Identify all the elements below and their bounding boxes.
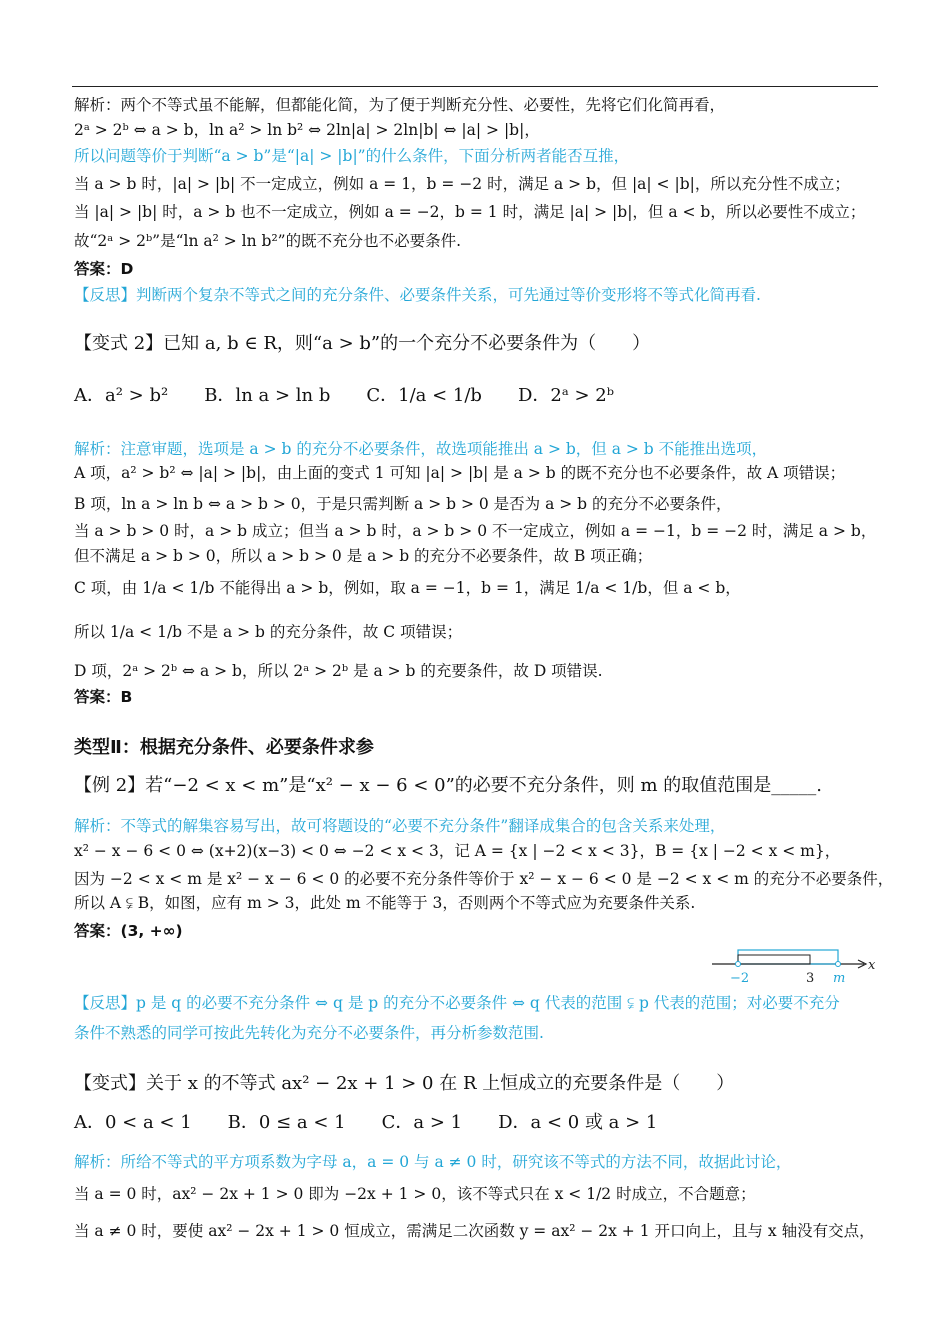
open-point-left — [736, 962, 741, 967]
text-line-5: 当 |a| > |b| 时，a > b 也不一定成立，例如 a = −2，b = 1 时，满足 |a| > |b|，但 a < b，所以必要性不成立； — [74, 203, 866, 221]
label-three: 3 — [806, 971, 815, 986]
text-line-12: A 项，a² > b² ⇔ |a| > |b|，由上面的变式 1 可知 |a| > |b| 是 a > b 的既不充分也不必要条件，故 A 项错误； — [74, 464, 846, 482]
text-line-11: 解析：注意审题，选项是 a > b 的充分不必要条件，故选项能推出 a > b，但 a > b 不能推出选项， — [74, 440, 768, 458]
text-line-31: 解析：所给不等式的平方项系数为字母 a，a = 0 与 a ≠ 0 时，研究该不等式的方法不同，故据此讨论， — [74, 1153, 792, 1171]
text-line-29: 【变式】关于 x 的不等式 ax² − 2x + 1 > 0 在 R 上恒成立的充要条件是（ ） — [74, 1073, 735, 1094]
text-line-8: 【反思】判断两个复杂不等式之间的充分条件、必要条件关系，可先通过等价变形将不等式化简再看. — [74, 286, 761, 304]
set-a-interval — [738, 955, 810, 964]
text-line-21: 【例 2】若“−2 < x < m”是“x² − x − 6 < 0”的必要不充分条件，则 m 的取值范围是_____. — [74, 775, 823, 796]
text-line-7: 答案：D — [74, 260, 134, 278]
text-line-27: 【反思】p 是 q 的必要不充分条件 ⇔ q 是 p 的充分不必要条件 ⇔ q 代表的范围 ⫋ p 代表的范围；对必要不充分 — [74, 994, 840, 1012]
text-line-15: 但不满足 a > b > 0，所以 a > b > 0 是 a > b 的充分不必要条件，故 B 项正确； — [74, 547, 653, 565]
text-line-18: D 项，2ᵃ > 2ᵇ ⇔ a > b，所以 2ᵃ > 2ᵇ 是 a > b 的充要条件，故 D 项错误. — [74, 662, 603, 680]
text-line-19: 答案：B — [74, 688, 133, 706]
text-line-13: B 项，ln a > ln b ⇔ a > b > 0，于是只需判断 a > b > 0 是否为 a > b 的充分不必要条件， — [74, 495, 732, 513]
number-line-figure — [712, 942, 882, 986]
text-line-9: 【变式 2】已知 a, b ∈ R，则“a > b”的一个充分不必要条件为（ ） — [74, 333, 651, 354]
text-line-16: C 项，由 1/a < 1/b 不能得出 a > b，例如，取 a = −1，b = 1，满足 1/a < 1/b，但 a < b， — [74, 579, 741, 597]
header-rule — [72, 86, 878, 87]
text-line-32: 当 a = 0 时，ax² − 2x + 1 > 0 即为 −2x + 1 > 0，该不等式只在 x < 1/2 时成立，不合题意； — [74, 1185, 756, 1203]
text-line-28: 条件不熟悉的同学可按此先转化为充分不必要条件，再分析参数范围. — [74, 1024, 544, 1042]
text-line-14: 当 a > b > 0 时，a > b 成立；但当 a > b 时，a > b > 0 不一定成立，例如 a = −1，b = −2 时，满足 a > b， — [74, 522, 877, 540]
set-b-interval — [738, 950, 838, 964]
text-line-3: 所以问题等价于判断“a > b”是“|a| > |b|”的什么条件，下面分析两者能否互推， — [74, 147, 630, 165]
text-line-30: A．0 < a < 1 B．0 ≤ a < 1 C．a > 1 D．a < 0 或 a > 1 — [74, 1112, 658, 1133]
text-line-20: 类型Ⅱ：根据充分条件、必要条件求参 — [74, 737, 374, 758]
text-line-4: 当 a > b 时，|a| > |b| 不一定成立，例如 a = 1，b = −2 时，满足 a > b，但 |a| < |b|，所以充分性不成立； — [74, 175, 850, 193]
text-line-24: 因为 −2 < x < m 是 x² − x − 6 < 0 的必要不充分条件等价于 x² − x − 6 < 0 是 −2 < x < m 的充分不必要条件， — [74, 870, 894, 888]
text-line-33: 当 a ≠ 0 时，要使 ax² − 2x + 1 > 0 恒成立，需满足二次函数 y = ax² − 2x + 1 开口向上，且与 x 轴没有交点， — [74, 1222, 875, 1240]
open-point-right — [836, 962, 841, 967]
text-line-25: 所以 A ⫋ B，如图，应有 m > 3，此处 m 不能等于 3，否则两个不等式应为充要条件关系. — [74, 894, 696, 912]
label-x: x — [868, 958, 876, 973]
label-m: m — [833, 971, 846, 986]
text-line-17: 所以 1/a < 1/b 不是 a > b 的充分条件，故 C 项错误； — [74, 623, 463, 641]
label-minus-two: −2 — [730, 971, 750, 986]
text-line-10: A．a² > b² B．ln a > ln b C．1/a < 1/b D．2ᵃ > 2ᵇ — [74, 385, 614, 406]
text-line-23: x² − x − 6 < 0 ⇔ (x+2)(x−3) < 0 ⇔ −2 < x < 3，记 A = {x | −2 < x < 3}，B = {x | −2 < x < m}， — [74, 842, 841, 860]
text-line-2: 2ᵃ > 2ᵇ ⇔ a > b，ln a² > ln b² ⇔ 2ln|a| > 2ln|b| ⇔ |a| > |b|， — [74, 121, 540, 139]
text-line-1: 解析：两个不等式虽不能解，但都能化简，为了便于判断充分性、必要性，先将它们化简再看， — [74, 96, 726, 114]
text-line-6: 故“2ᵃ > 2ᵇ”是“ln a² > ln b²”的既不充分也不必要条件. — [74, 232, 462, 250]
text-line-22: 解析：不等式的解集容易写出，故可将题设的“必要不充分条件”翻译成集合的包含关系来处理， — [74, 817, 726, 835]
text-line-26: 答案：(3, +∞) — [74, 922, 183, 940]
